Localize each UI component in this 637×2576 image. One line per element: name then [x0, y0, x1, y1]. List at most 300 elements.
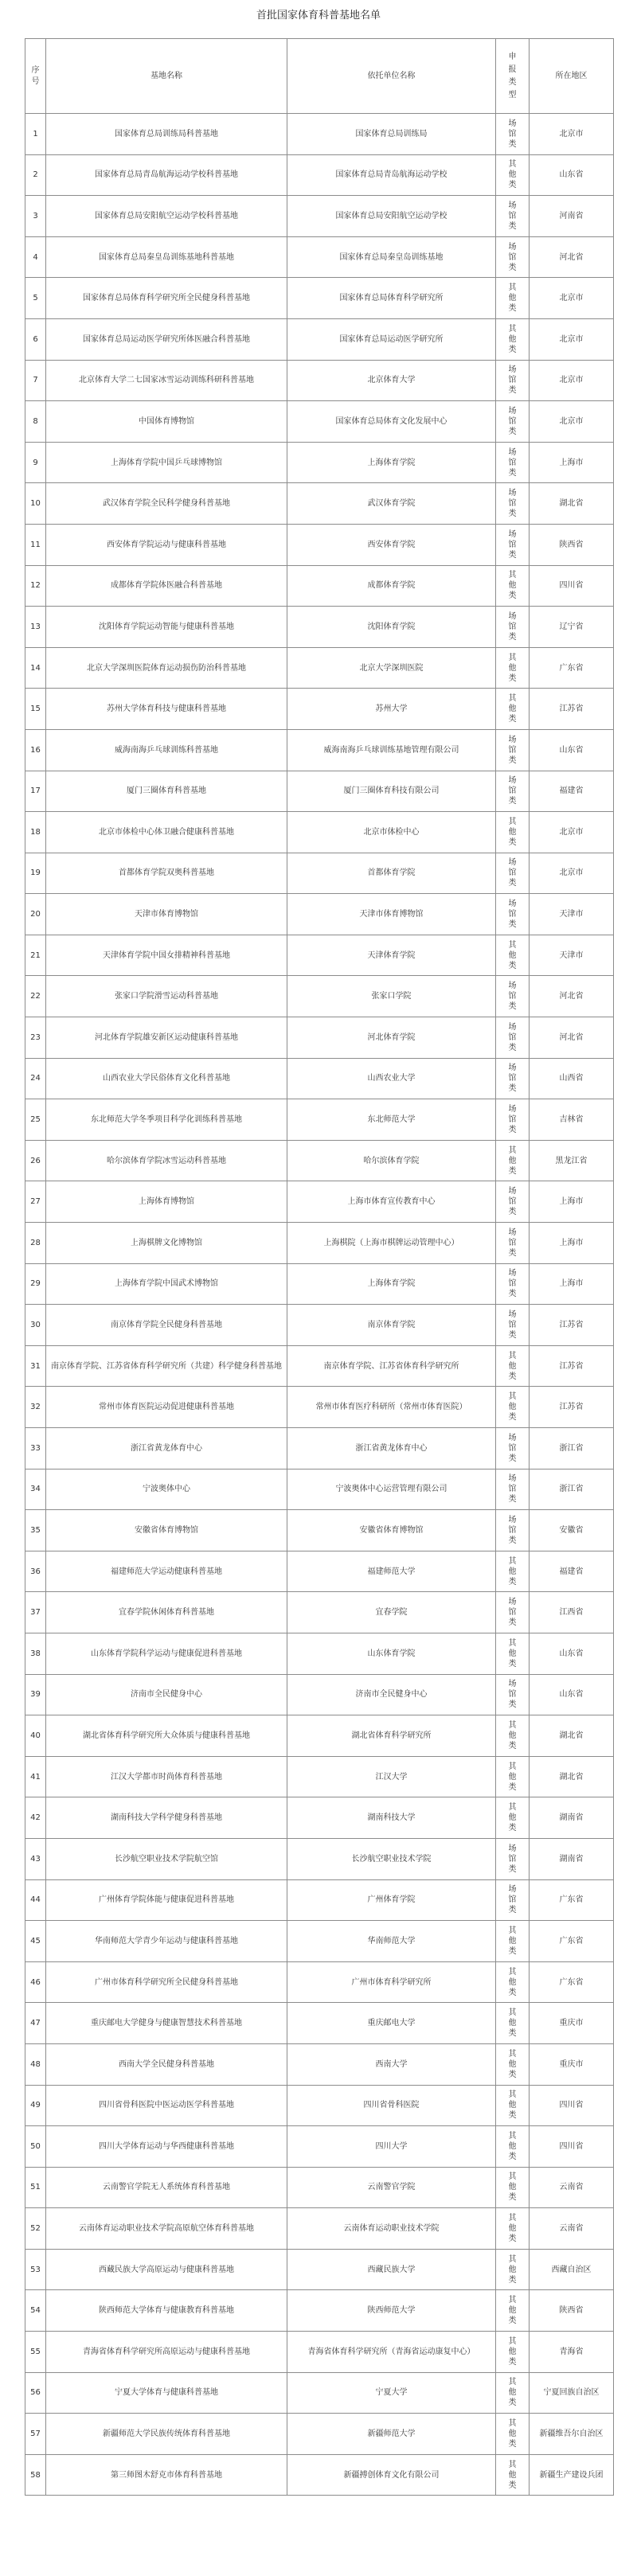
cell-type — [496, 1305, 530, 1346]
table-row — [25, 2043, 614, 2085]
cell-base-name: 国家体育总局运动医学研究所体医融合科普基地 — [46, 318, 287, 360]
cell-no: 11 — [25, 524, 46, 565]
cell-org-name: 北京体育大学 — [287, 360, 496, 401]
table-row — [25, 2332, 614, 2373]
cell-org-name: 宁波奥体中心运营管理有限公司 — [287, 1469, 496, 1510]
cell-location: 广东省 — [530, 647, 614, 689]
table-row — [25, 647, 614, 689]
cell-org-name: 国家体育总局体育文化发展中心 — [287, 401, 496, 443]
cell-org-name: 成都体育学院 — [287, 565, 496, 607]
cell-org-name: 天津市体育博物馆 — [287, 894, 496, 935]
base-list-table — [25, 38, 614, 2496]
cell-type — [496, 771, 530, 812]
cell-no: 7 — [25, 360, 46, 401]
table-row — [25, 1099, 614, 1141]
cell-location: 天津市 — [530, 935, 614, 976]
cell-base-name: 四川省骨科医院中医运动医学科普基地 — [46, 2085, 287, 2126]
cell-no: 29 — [25, 1263, 46, 1305]
cell-type — [496, 442, 530, 483]
cell-no: 41 — [25, 1756, 46, 1797]
cell-location: 天津市 — [530, 894, 614, 935]
table-row — [25, 2372, 614, 2414]
cell-type — [496, 318, 530, 360]
cell-type — [496, 1345, 530, 1387]
table-row — [25, 1797, 614, 1839]
type-label: 场馆类 — [508, 489, 517, 519]
table-row — [25, 2414, 614, 2455]
table-row — [25, 1345, 614, 1387]
cell-type — [496, 729, 530, 771]
table-row — [25, 771, 614, 812]
cell-org-name: 上海体育学院 — [287, 1263, 496, 1305]
cell-location: 浙江省 — [530, 1428, 614, 1469]
cell-no: 1 — [25, 114, 46, 155]
cell-base-name: 第三师图木舒克市体育科普基地 — [46, 2454, 287, 2496]
cell-no: 9 — [25, 442, 46, 483]
cell-base-name: 云南体育运动职业技术学院高原航空体育科普基地 — [46, 2208, 287, 2250]
cell-type — [496, 2290, 530, 2332]
cell-no: 26 — [25, 1140, 46, 1181]
cell-no: 38 — [25, 1633, 46, 1674]
table-row — [25, 565, 614, 607]
cell-type — [496, 1428, 530, 1469]
type-label: 其他类 — [508, 2172, 517, 2203]
cell-org-name: 北京大学深圳医院 — [287, 647, 496, 689]
cell-base-name: 威海南海乒乓球训练科普基地 — [46, 729, 287, 771]
cell-no: 4 — [25, 236, 46, 278]
cell-location: 山东省 — [530, 154, 614, 196]
cell-org-name: 哈尔滨体育学院 — [287, 1140, 496, 1181]
cell-location: 宁夏回族自治区 — [530, 2372, 614, 2414]
cell-org-name: 国家体育总局青岛航海运动学校 — [287, 154, 496, 196]
cell-base-name: 山东体育学院科学运动与健康促进科普基地 — [46, 1633, 287, 1674]
type-label: 其他类 — [508, 1392, 517, 1423]
cell-location: 福建省 — [530, 771, 614, 812]
cell-location: 上海市 — [530, 1223, 614, 1264]
cell-no: 43 — [25, 1838, 46, 1879]
cell-no: 24 — [25, 1058, 46, 1099]
cell-location: 新疆维吾尔自治区 — [530, 2414, 614, 2455]
cell-type — [496, 812, 530, 853]
cell-base-name: 湖南科技大学科学健身科普基地 — [46, 1797, 287, 1839]
cell-base-name: 天津市体育博物馆 — [46, 894, 287, 935]
header-location: 所在地区 — [530, 39, 614, 114]
cell-type — [496, 607, 530, 648]
cell-type — [496, 1797, 530, 1839]
cell-base-name: 广州体育学院体能与健康促进科普基地 — [46, 1879, 287, 1921]
type-label: 场馆类 — [508, 201, 517, 231]
table-row — [25, 2290, 614, 2332]
cell-location: 辽宁省 — [530, 607, 614, 648]
cell-location: 重庆市 — [530, 2043, 614, 2085]
cell-base-name: 苏州大学体育科技与健康科普基地 — [46, 689, 287, 730]
type-label: 其他类 — [508, 1146, 517, 1176]
type-label: 其他类 — [508, 283, 517, 314]
cell-type — [496, 154, 530, 196]
cell-org-name: 北京市体检中心 — [287, 812, 496, 853]
table-row — [25, 1961, 614, 2003]
cell-location: 青海省 — [530, 2332, 614, 2373]
cell-type — [496, 483, 530, 525]
cell-base-name: 浙江省黄龙体育中心 — [46, 1428, 287, 1469]
table-row — [25, 2208, 614, 2250]
cell-org-name: 武汉体育学院 — [287, 483, 496, 525]
cell-no: 33 — [25, 1428, 46, 1469]
type-label: 场馆类 — [508, 1269, 517, 1299]
cell-location: 湖北省 — [530, 483, 614, 525]
table-row — [25, 1674, 614, 1715]
cell-location: 北京市 — [530, 853, 614, 894]
cell-type — [496, 2249, 530, 2290]
cell-type — [496, 935, 530, 976]
cell-no: 48 — [25, 2043, 46, 2085]
cell-location: 四川省 — [530, 565, 614, 607]
cell-base-name: 四川大学体育运动与华西健康科普基地 — [46, 2126, 287, 2168]
table-row — [25, 1181, 614, 1223]
type-label: 场馆类 — [508, 1228, 517, 1258]
table-row — [25, 401, 614, 443]
cell-location: 云南省 — [530, 2167, 614, 2208]
type-label: 场馆类 — [508, 982, 517, 1012]
type-label: 其他类 — [508, 1720, 517, 1751]
cell-no: 18 — [25, 812, 46, 853]
header-org: 依托单位名称 — [287, 39, 496, 114]
type-label: 其他类 — [508, 2214, 517, 2244]
cell-type — [496, 196, 530, 237]
cell-no: 14 — [25, 647, 46, 689]
cell-base-name: 常州市体育医院运动促进健康科普基地 — [46, 1387, 287, 1428]
table-row — [25, 1510, 614, 1551]
cell-no: 31 — [25, 1345, 46, 1387]
cell-base-name: 西安体育学院运动与健康科普基地 — [46, 524, 287, 565]
cell-no: 8 — [25, 401, 46, 443]
cell-type — [496, 2126, 530, 2168]
cell-no: 49 — [25, 2085, 46, 2126]
cell-no: 23 — [25, 1017, 46, 1059]
cell-no: 13 — [25, 607, 46, 648]
cell-org-name: 湖南科技大学 — [287, 1797, 496, 1839]
cell-type — [496, 2003, 530, 2044]
cell-type — [496, 278, 530, 319]
type-label: 其他类 — [508, 324, 517, 354]
type-label: 场馆类 — [508, 406, 517, 436]
cell-base-name: 重庆邮电大学健身与健康智慧技术科普基地 — [46, 2003, 287, 2044]
table-row — [25, 2454, 614, 2496]
cell-base-name: 宁波奥体中心 — [46, 1469, 287, 1510]
cell-location: 陕西省 — [530, 524, 614, 565]
table-row — [25, 2085, 614, 2126]
table-row — [25, 1387, 614, 1428]
cell-no: 34 — [25, 1469, 46, 1510]
cell-location: 北京市 — [530, 278, 614, 319]
cell-location: 江苏省 — [530, 1305, 614, 1346]
cell-no: 52 — [25, 2208, 46, 2250]
cell-base-name: 济南市全民健身中心 — [46, 1674, 287, 1715]
cell-org-name: 宜春学院 — [287, 1592, 496, 1633]
cell-org-name: 云南体育运动职业技术学院 — [287, 2208, 496, 2250]
cell-base-name: 上海体育学院中国乒乓球博物馆 — [46, 442, 287, 483]
cell-org-name: 华南师范大学 — [287, 1921, 496, 1962]
type-label: 其他类 — [508, 653, 517, 683]
cell-org-name: 西安体育学院 — [287, 524, 496, 565]
cell-type — [496, 114, 530, 155]
type-label: 场馆类 — [508, 1680, 517, 1710]
type-label: 其他类 — [508, 694, 517, 724]
cell-org-name: 西南大学 — [287, 2043, 496, 2085]
cell-type — [496, 1592, 530, 1633]
type-label: 其他类 — [508, 1926, 517, 1956]
cell-location: 江苏省 — [530, 1387, 614, 1428]
cell-org-name: 常州市体育医疗科研所（常州市体育医院） — [287, 1387, 496, 1428]
cell-no: 6 — [25, 318, 46, 360]
cell-base-name: 成都体育学院体医融合科普基地 — [46, 565, 287, 607]
cell-base-name: 上海体育学院中国武术博物馆 — [46, 1263, 287, 1305]
cell-base-name: 国家体育总局体育科学研究所全民健身科普基地 — [46, 278, 287, 319]
cell-base-name: 陕西师范大学体育与健康教育科普基地 — [46, 2290, 287, 2332]
cell-type — [496, 1387, 530, 1428]
cell-location: 云南省 — [530, 2208, 614, 2250]
cell-location: 北京市 — [530, 114, 614, 155]
cell-org-name: 上海体育学院 — [287, 442, 496, 483]
cell-type — [496, 1223, 530, 1264]
cell-org-name: 重庆邮电大学 — [287, 2003, 496, 2044]
type-label: 场馆类 — [508, 1105, 517, 1135]
type-label: 场馆类 — [508, 1022, 517, 1052]
cell-location: 四川省 — [530, 2085, 614, 2126]
cell-base-name: 北京体育大学二七国家冰雪运动训练科研科普基地 — [46, 360, 287, 401]
type-label: 其他类 — [508, 2049, 517, 2079]
cell-type — [496, 1961, 530, 2003]
type-label: 其他类 — [508, 2296, 517, 2326]
cell-no: 15 — [25, 689, 46, 730]
type-label: 场馆类 — [508, 1433, 517, 1463]
cell-org-name: 山东体育学院 — [287, 1633, 496, 1674]
cell-org-name: 张家口学院 — [287, 976, 496, 1017]
cell-org-name: 国家体育总局安阳航空运动学校 — [287, 196, 496, 237]
cell-location: 北京市 — [530, 812, 614, 853]
cell-org-name: 西藏民族大学 — [287, 2249, 496, 2290]
cell-org-name: 新疆师范大学 — [287, 2414, 496, 2455]
cell-no: 3 — [25, 196, 46, 237]
cell-no: 58 — [25, 2454, 46, 2496]
cell-location: 山东省 — [530, 1674, 614, 1715]
table-row — [25, 360, 614, 401]
cell-org-name: 南京体育学院、江苏省体育科学研究所 — [287, 1345, 496, 1387]
cell-org-name: 浙江省黄龙体育中心 — [287, 1428, 496, 1469]
cell-org-name: 陕西师范大学 — [287, 2290, 496, 2332]
cell-type — [496, 2454, 530, 2496]
cell-type — [496, 689, 530, 730]
table-row — [25, 1140, 614, 1181]
cell-no: 20 — [25, 894, 46, 935]
cell-type — [496, 1263, 530, 1305]
cell-org-name: 济南市全民健身中心 — [287, 1674, 496, 1715]
type-label: 其他类 — [508, 2460, 517, 2490]
table-row — [25, 442, 614, 483]
cell-location: 安徽省 — [530, 1510, 614, 1551]
cell-location: 北京市 — [530, 401, 614, 443]
table-row — [25, 689, 614, 730]
cell-base-name: 北京市体检中心体卫融合健康科普基地 — [46, 812, 287, 853]
table-row — [25, 236, 614, 278]
cell-org-name: 首都体育学院 — [287, 853, 496, 894]
type-label: 场馆类 — [508, 900, 517, 930]
table-row — [25, 935, 614, 976]
cell-org-name: 四川大学 — [287, 2126, 496, 2168]
type-label: 场馆类 — [508, 1474, 517, 1505]
cell-org-name: 新疆搏创体育文化有限公司 — [287, 2454, 496, 2496]
table-row — [25, 2249, 614, 2290]
cell-base-name: 西藏民族大学高原运动与健康科普基地 — [46, 2249, 287, 2290]
cell-org-name: 南京体育学院 — [287, 1305, 496, 1346]
type-label: 场馆类 — [508, 447, 517, 478]
cell-org-name: 青海省体育科学研究所（青海省运动康复中心） — [287, 2332, 496, 2373]
table-row — [25, 114, 614, 155]
table-row — [25, 1715, 614, 1757]
type-label: 其他类 — [508, 940, 517, 970]
table-row — [25, 524, 614, 565]
cell-base-name: 中国体育博物馆 — [46, 401, 287, 443]
document-title: 首批国家体育科普基地名单 — [256, 10, 381, 21]
cell-location: 浙江省 — [530, 1469, 614, 1510]
cell-org-name: 国家体育总局秦皇岛训练基地 — [287, 236, 496, 278]
cell-type — [496, 524, 530, 565]
type-label: 场馆类 — [508, 529, 517, 560]
cell-no: 54 — [25, 2290, 46, 2332]
cell-location: 湖北省 — [530, 1715, 614, 1757]
type-label: 其他类 — [508, 1351, 517, 1381]
table-row — [25, 483, 614, 525]
cell-type — [496, 1756, 530, 1797]
cell-no: 30 — [25, 1305, 46, 1346]
cell-base-name: 天津体育学院中国女排精神科普基地 — [46, 935, 287, 976]
cell-base-name: 宁夏大学体育与健康科普基地 — [46, 2372, 287, 2414]
type-label: 场馆类 — [508, 1515, 517, 1545]
table-row — [25, 607, 614, 648]
type-label: 场馆类 — [508, 1885, 517, 1915]
type-label: 场馆类 — [508, 611, 517, 642]
cell-location: 江西省 — [530, 1592, 614, 1633]
cell-no: 19 — [25, 853, 46, 894]
type-label: 场馆类 — [508, 1310, 517, 1341]
cell-location: 河北省 — [530, 976, 614, 1017]
cell-org-name: 国家体育总局体育科学研究所 — [287, 278, 496, 319]
cell-type — [496, 1181, 530, 1223]
cell-no: 44 — [25, 1879, 46, 1921]
cell-org-name: 安徽省体育博物馆 — [287, 1510, 496, 1551]
type-label: 场馆类 — [508, 1187, 517, 1217]
table-row — [25, 1633, 614, 1674]
cell-type — [496, 1879, 530, 1921]
cell-base-name: 国家体育总局安阳航空运动学校科普基地 — [46, 196, 287, 237]
table-row — [25, 318, 614, 360]
table-body — [25, 114, 614, 2496]
type-label: 其他类 — [508, 817, 517, 847]
cell-base-name: 青海省体育科学研究所高原运动与健康科普基地 — [46, 2332, 287, 2373]
cell-org-name: 上海棋院（上海市棋牌运动管理中心） — [287, 1223, 496, 1264]
cell-type — [496, 2085, 530, 2126]
cell-location: 河南省 — [530, 196, 614, 237]
cell-type — [496, 1058, 530, 1099]
cell-org-name: 长沙航空职业技术学院 — [287, 1838, 496, 1879]
cell-org-name: 山西农业大学 — [287, 1058, 496, 1099]
cell-base-name: 国家体育总局青岛航海运动学校科普基地 — [46, 154, 287, 196]
type-label: 其他类 — [508, 2090, 517, 2121]
table-row — [25, 154, 614, 196]
cell-base-name: 新疆师范大学民族传统体育科普基地 — [46, 2414, 287, 2455]
type-label: 其他类 — [508, 2419, 517, 2449]
cell-type — [496, 1921, 530, 1962]
cell-base-name: 广州市体育科学研究所全民健身科普基地 — [46, 1961, 287, 2003]
table-row — [25, 1469, 614, 1510]
cell-org-name: 福建师范大学 — [287, 1551, 496, 1592]
cell-org-name: 广州市体育科学研究所 — [287, 1961, 496, 2003]
cell-base-name: 南京体育学院、江苏省体育科学研究所（共建）科学健身科普基地 — [46, 1345, 287, 1387]
cell-base-name: 首都体育学院双奥科普基地 — [46, 853, 287, 894]
cell-org-name: 四川省骨科医院 — [287, 2085, 496, 2126]
cell-base-name: 哈尔滨体育学院冰雪运动科普基地 — [46, 1140, 287, 1181]
cell-type — [496, 2208, 530, 2250]
cell-no: 17 — [25, 771, 46, 812]
cell-type — [496, 1140, 530, 1181]
cell-org-name: 宁夏大学 — [287, 2372, 496, 2414]
cell-location: 吉林省 — [530, 1099, 614, 1141]
cell-no: 27 — [25, 1181, 46, 1223]
table-row — [25, 1756, 614, 1797]
cell-base-name: 华南师范大学青少年运动与健康科普基地 — [46, 1921, 287, 1962]
cell-no: 28 — [25, 1223, 46, 1264]
type-label: 其他类 — [508, 1762, 517, 1792]
type-label: 场馆类 — [508, 776, 517, 806]
cell-no: 50 — [25, 2126, 46, 2168]
cell-location: 四川省 — [530, 2126, 614, 2168]
cell-location: 江苏省 — [530, 1345, 614, 1387]
cell-type — [496, 2043, 530, 2085]
cell-no: 40 — [25, 1715, 46, 1757]
table-row — [25, 1017, 614, 1059]
type-label: 其他类 — [508, 1803, 517, 1833]
cell-no: 37 — [25, 1592, 46, 1633]
cell-type — [496, 647, 530, 689]
cell-type — [496, 1674, 530, 1715]
table-row — [25, 1263, 614, 1305]
cell-location: 西藏自治区 — [530, 2249, 614, 2290]
type-label: 其他类 — [508, 2336, 517, 2367]
cell-no: 10 — [25, 483, 46, 525]
cell-location: 广东省 — [530, 1921, 614, 1962]
type-label: 其他类 — [508, 1967, 517, 1997]
cell-no: 57 — [25, 2414, 46, 2455]
cell-no: 39 — [25, 1674, 46, 1715]
cell-no: 42 — [25, 1797, 46, 1839]
cell-base-name: 山西农业大学民俗体育文化科普基地 — [46, 1058, 287, 1099]
cell-org-name: 厦门三圈体育科技有限公司 — [287, 771, 496, 812]
cell-type — [496, 2332, 530, 2373]
cell-base-name: 国家体育总局训练局科普基地 — [46, 114, 287, 155]
cell-type — [496, 1510, 530, 1551]
cell-type — [496, 565, 530, 607]
cell-org-name: 广州体育学院 — [287, 1879, 496, 1921]
table-row — [25, 1058, 614, 1099]
type-label: 场馆类 — [508, 119, 517, 149]
table-row — [25, 2167, 614, 2208]
type-label: 其他类 — [508, 160, 517, 190]
type-label: 其他类 — [508, 571, 517, 601]
type-label: 其他类 — [508, 1556, 517, 1587]
cell-base-name: 上海体育博物馆 — [46, 1181, 287, 1223]
cell-location: 福建省 — [530, 1551, 614, 1592]
cell-location: 上海市 — [530, 442, 614, 483]
